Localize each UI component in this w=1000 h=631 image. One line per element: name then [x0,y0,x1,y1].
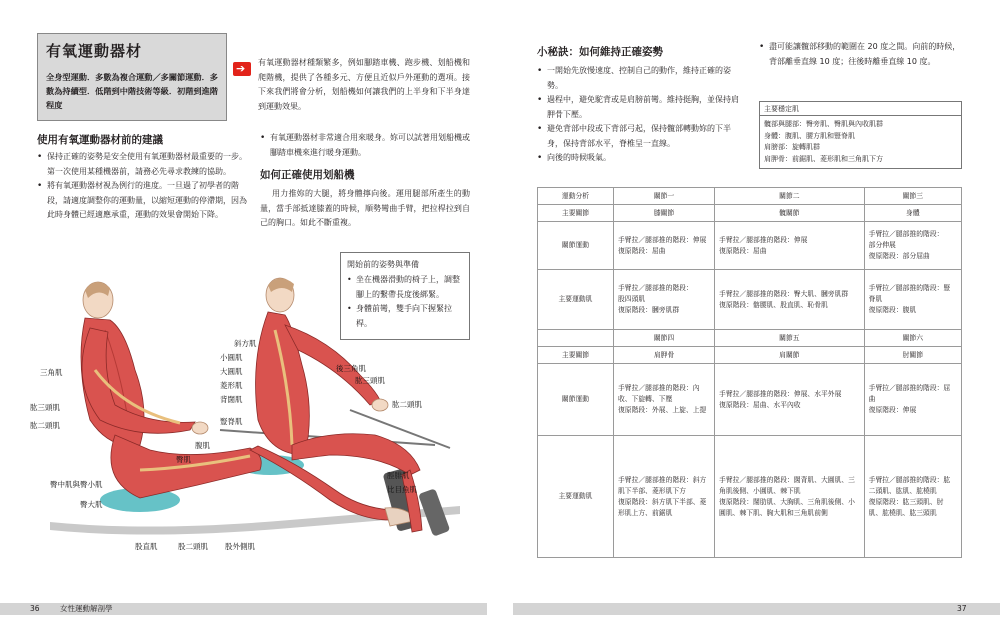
label-rhomboid: 菱形肌 [220,381,243,390]
tip-heading: 小秘訣：如何維持正確姿勢 [537,46,663,58]
list-item: • 保持正確的姿勢是安全使用有氧運動器材最重要的一步。第一次使用某種機器前，請務必先尋求教練的協助。 [37,150,247,179]
table-cell: 手臂拉／腿部推的階段：伸展 復原階段：屈曲 [614,222,715,270]
exercise-analysis-table [537,187,962,558]
table-row [538,270,962,330]
section-title: 有氧運動器材 [46,42,143,60]
section2-heading: 如何正確使用划船機 [260,169,355,181]
table-row [538,188,962,205]
label-teres-major: 大圓肌 [220,367,243,376]
list-item: • 盡可能讓髖部移動的範圍在 20 度之間。向前的時候，背部離垂直線 10 度；往後時離垂直線 10 度。 [759,40,964,69]
table-cell: 手臂拉／腿部推的階段：伸展、水平外展 復原階段：屈曲、水平內收 [715,364,865,436]
table-row [538,436,962,558]
table-cell [538,330,614,347]
table-cell: 主要關節 [538,205,614,222]
label-abdominals: 腹肌 [195,441,210,450]
section2-paragraph: 用力推妳的大腿，將身體擰向後。運用腿部所產生的動量，當手部抵達膝蓋的時候，順勢彎曲手臂，把拉桿拉到自己的胸口。如此不斷重複。 [260,189,470,227]
running-head: 女性運動解剖學 [60,604,113,613]
table-cell: 關節二 [715,188,865,205]
label-latissimus: 背闊肌 [220,395,243,404]
table-cell: 手臂拉／腿部推的階段：屈曲 復原階段：伸展 [864,364,961,436]
section1-right-bullet [260,131,470,160]
page-number-right: 37 [957,604,967,613]
table-row [538,330,962,347]
label-soleus: 比目魚肌 [387,485,417,494]
table-cell: 關節三 [864,188,961,205]
list-item: • 避免背部中段或下背部弓起，保持髖部轉動妳的下半身，保持背部水平，脊椎呈一直線。 [537,122,745,151]
table-cell: 肘關節 [864,347,961,364]
label-gluteus-medius-minimus: 臀中肌與臀小肌 [50,480,103,489]
table-cell: 手臂拉／腿部推的階段： 股四頭肌 復原階段：膕旁肌群 [614,270,715,330]
list-item: • 一開始先放慢速度、控制自己的動作，維持正確的姿勢。 [537,64,745,93]
table-cell: 手臂拉／腿部推的階段：伸展 復原階段：屈曲 [715,222,865,270]
section-title-box [37,33,227,121]
intro-paragraph: 有氧運動器材種類繁多，例如腳踏車機、跑步機、划船機和爬階機，提供了各種多元、方便且近似戶外運動的選項。接下來我們將會分析，划船機如何讓我們的上半身和下半身達到運動效果。 [258,58,470,111]
label-deltoid: 三角肌 [40,368,63,377]
stabilizer-line: 身體：腹肌、腰方肌和豎脊肌 [764,131,855,140]
table-cell: 手臂拉／腿部推的階段：闊背肌、大圓肌、三角肌後側、小圓肌、棘下肌 復原階段：闊肋肌、大胸肌、三角肌後側、小圓肌、棘下肌、胸大肌和三角肌前側 [715,436,865,558]
stabilizer-box [759,101,962,169]
list-item: • 坐在機器滑動的椅子上，調整腳上的繫帶長度後綁緊。 [347,273,467,302]
label-biceps-femoris: 股二頭肌 [178,542,208,551]
table-cell: 手臂拉／腿部推的階段：豎脊肌 復原階段：腹肌 [864,270,961,330]
table-cell: 肩胛骨 [614,347,715,364]
table-row [538,205,962,222]
table-cell: 關節一 [614,188,715,205]
label-vastus-lateralis: 股外側肌 [225,542,255,551]
label-erector-spinae: 豎脊肌 [220,417,243,426]
tip-bullets [537,64,745,166]
stabilizer-box-title: 主要穩定肌 [760,102,961,116]
table-row [538,347,962,364]
table-cell: 主要運動肌 [538,270,614,330]
label-teres-minor: 小圓肌 [220,353,243,362]
table-cell: 髖關節 [715,205,865,222]
footer-bar-right [513,603,1000,615]
table-cell: 手臂拉／腿部推的階段：斜方肌下半部、菱形肌下方 復原階段：斜方肌下半部、菱形肌上方、前鋸肌 [614,436,715,558]
label-biceps: 肱二頭肌 [30,421,60,430]
section1-bullets [37,150,247,223]
table-row [538,222,962,270]
rowing-anatomy-illustration [30,270,465,570]
rower-one [81,282,418,526]
list-item: • 向後的時候吸氣。 [537,151,745,166]
table-cell: 主要關節 [538,347,614,364]
table-cell: 關節運動 [538,364,614,436]
table-row [538,364,962,436]
label-biceps-right: 肱二頭肌 [392,400,422,409]
table-cell: 關節六 [864,330,961,347]
table-cell: 手臂拉／腿部推的階段：臀大肌、膕旁肌群 復原階段：髂腰肌、股直肌、恥骨肌 [715,270,865,330]
label-gluteals: 臀肌 [176,455,191,464]
section1-heading: 使用有氧運動器材前的建議 [37,134,163,146]
start-box-title: 開始前的姿勢與準備 [347,260,419,269]
stabilizer-line: 髖部與腿部：臀旁肌、臀肌與內收肌群 [764,120,883,128]
arrow-icon: ➔ [233,62,251,76]
label-rectus-femoris: 股直肌 [135,542,158,551]
page-number-left: 36 [30,604,40,613]
list-item: • 將有氧運動器材視為例行的進度。一旦過了初學者的階段，請適度調整你的運動量，以縮短運動的停滯期，因為此時身體已經適應承重，運動的效果會開始下降。 [37,179,247,223]
table-cell: 關節運動 [538,222,614,270]
list-item: • 身體前彎，雙手向下握緊拉桿。 [347,302,467,331]
table-cell: 手臂拉／腿部推的階段：內收、下旋轉、下壓 復原階段：外展、上旋、上提 [614,364,715,436]
rowing-figures-graphic [30,270,465,570]
table-cell: 運動分析 [538,188,614,205]
table-cell: 主要運動肌 [538,436,614,558]
table-cell: 肩關節 [715,347,865,364]
table-cell: 關節五 [715,330,865,347]
table-cell: 關節四 [614,330,715,347]
tip-right-bullet [759,40,964,69]
label-triceps: 肱三頭肌 [30,403,60,412]
label-triceps-right: 肱三頭肌 [355,376,385,385]
table-cell: 膝關節 [614,205,715,222]
label-gluteus-maximus: 臀大肌 [80,500,103,509]
table-cell: 手臂拉／腿部推的階段：肱二頭肌、肱肌、肱橈肌 復原階段：肱三頭肌、肘肌、肱橈肌、肱三頭肌 [864,436,961,558]
list-item: • 有氧運動器材非常適合用來暖身。妳可以試著用划船機或腳踏車機來進行暖身運動。 [260,131,470,160]
label-posterior-deltoid: 後三角肌 [336,364,366,373]
section-subtitle: 全身型運動．多數為複合運動／多關節運動．多數為持續型．低階到中階技術等級．初階到進階程度 [46,72,218,110]
list-item: • 過程中，避免駝背或是肩膀前彎。維持挺胸，並保持肩胛骨下壓。 [537,93,745,122]
table-cell: 身體 [864,205,961,222]
stabilizer-line: 肩膀部：旋轉肌群 [764,143,820,151]
label-gastrocnemius: 脛腓肌 [387,471,410,480]
stabilizer-line: 肩胛骨：前鋸肌、菱形肌和三角肌下方 [764,154,883,163]
table-cell: 手臂拉／腿部推的階段： 部分伸展 復原階段：部分屈曲 [864,222,961,270]
label-trapezius: 斜方肌 [234,339,257,348]
